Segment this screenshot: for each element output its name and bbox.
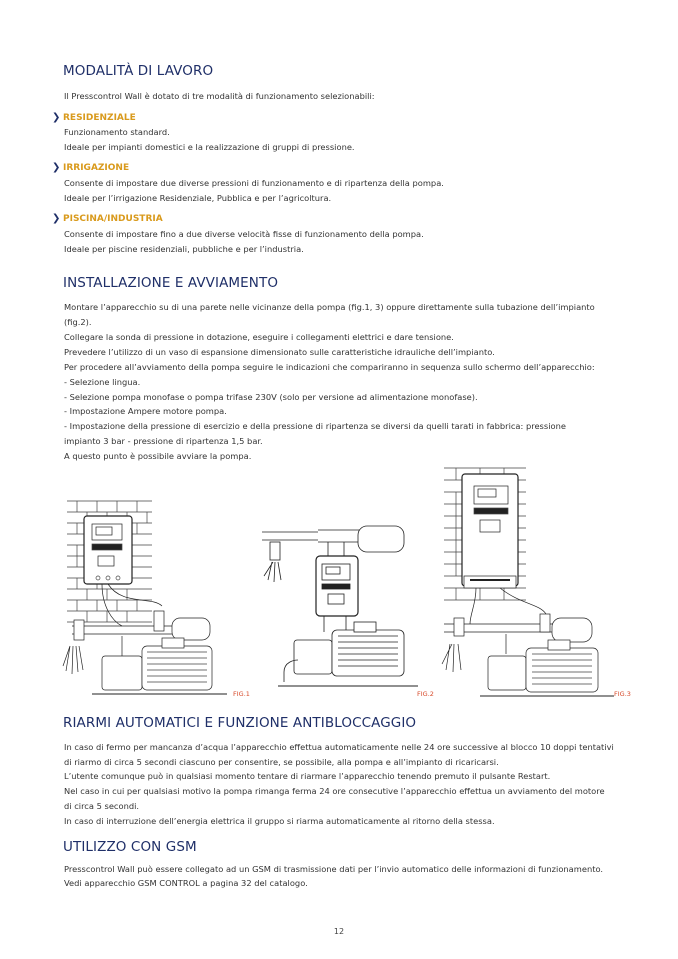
body-line: Presscontrol Wall può essere collegato ad un GSM di trasmissione dati per l’invio automatico delle informazioni di funzionamento. <box>64 864 604 874</box>
page-number: 12 <box>333 927 345 936</box>
figure-label: FIG.1 <box>233 690 250 698</box>
body-line: - Impostazione Ampere motore pompa. <box>64 406 227 416</box>
figure-2-pipe-mount-illustration <box>258 522 436 702</box>
mode-line: Funzionamento standard. <box>64 127 170 137</box>
chevron-right-icon: ❯ <box>52 213 61 224</box>
body-line: A questo punto è possibile avviare la pompa. <box>64 451 252 461</box>
mode-line: Ideale per impianti domestici e la realizzazione di gruppi di pressione. <box>64 142 355 152</box>
mode-line: Consente di impostare fino a due diverse velocità fisse di funzionamento della pompa. <box>64 229 424 239</box>
mode-line: Consente di impostare due diverse pressioni di funzionamento e di ripartenza della pompa. <box>64 178 444 188</box>
body-line: - Selezione lingua. <box>64 377 141 387</box>
figure-3-wall-mount-illustration <box>440 464 636 702</box>
body-line: di circa 5 secondi. <box>64 801 140 811</box>
chevron-right-icon: ❯ <box>52 112 61 123</box>
body-line: L’utente comunque può in qualsiasi momento tentare di riarmare l’apparecchio tenendo premuto il pulsante Restart. <box>64 771 551 781</box>
mode-heading-irrigazione: ❯ IRRIGAZIONE <box>52 162 130 173</box>
mode-line: Ideale per l’irrigazione Residenziale, Pubblica e per l’agricoltura. <box>64 193 332 203</box>
body-line: Collegare la sonda di pressione in dotazione, eseguire i collegamenti elettrici e dare tensione. <box>64 332 454 342</box>
figure-label: FIG.3 <box>614 690 631 698</box>
section-title-riarmi: RIARMI AUTOMATICI E FUNZIONE ANTIBLOCCAGGIO <box>63 715 417 731</box>
body-line: di riarmo di circa 5 secondi ciascuno per consentire, se possibile, alla pompa e all’impianto di ricaricarsi. <box>64 757 499 767</box>
body-line: - Impostazione della pressione di esercizio e della pressione di ripartenza se diversi da quelli tarati in fabbrica: pressione <box>64 421 566 431</box>
body-line: In caso di interruzione dell’energia elettrica il gruppo si riarma automaticamente al ritorno della stessa. <box>64 816 495 826</box>
body-line: Vedi apparecchio GSM CONTROL a pagina 32 del catalogo. <box>64 878 308 888</box>
body-line: In caso di fermo per mancanza d’acqua l’apparecchio effettua automaticamente nelle 24 ore successive al blocco 10 doppi tentativi <box>64 742 614 752</box>
section-title-installazione: INSTALLAZIONE E AVVIAMENTO <box>63 275 279 291</box>
figure-1-wall-mount-illustration <box>62 496 252 702</box>
mode-heading-piscina: ❯ PISCINA/INDUSTRIA <box>52 213 163 224</box>
figure-label: FIG.2 <box>417 690 434 698</box>
body-line: Nel caso in cui per qualsiasi motivo la pompa rimanga ferma 24 ore consecutive l’apparecchio effettua un avviamento del motore <box>64 786 605 796</box>
body-line: (fig.2). <box>64 317 92 327</box>
body-line: Per procedere all’avviamento della pompa seguire le indicazioni che compariranno in sequenza sullo schermo dell’apparecchio: <box>64 362 595 372</box>
section-title-gsm: UTILIZZO CON GSM <box>63 839 197 855</box>
mode-heading-residenziale: ❯ RESIDENZIALE <box>52 112 136 123</box>
body-line: impianto 3 bar - pressione di ripartenza 1,5 bar. <box>64 436 263 446</box>
body-line: Montare l’apparecchio su di una parete nelle vicinanze della pompa (fig.1, 3) oppure direttamente sulla tubazione dell’impianto <box>64 302 595 312</box>
intro-text: Il Presscontrol Wall è dotato di tre modalità di funzionamento selezionabili: <box>64 91 375 101</box>
mode-line: Ideale per piscine residenziali, pubbliche e per l’industria. <box>64 244 304 254</box>
body-line: - Selezione pompa monofase o pompa trifase 230V (solo per versione ad alimentazione monofase). <box>64 392 478 402</box>
section-title-modalita: MODALITÀ DI LAVORO <box>63 63 214 79</box>
body-line: Prevedere l’utilizzo di un vaso di espansione dimensionato sulle caratteristiche idrauliche dell’impianto. <box>64 347 495 357</box>
chevron-right-icon: ❯ <box>52 162 61 173</box>
